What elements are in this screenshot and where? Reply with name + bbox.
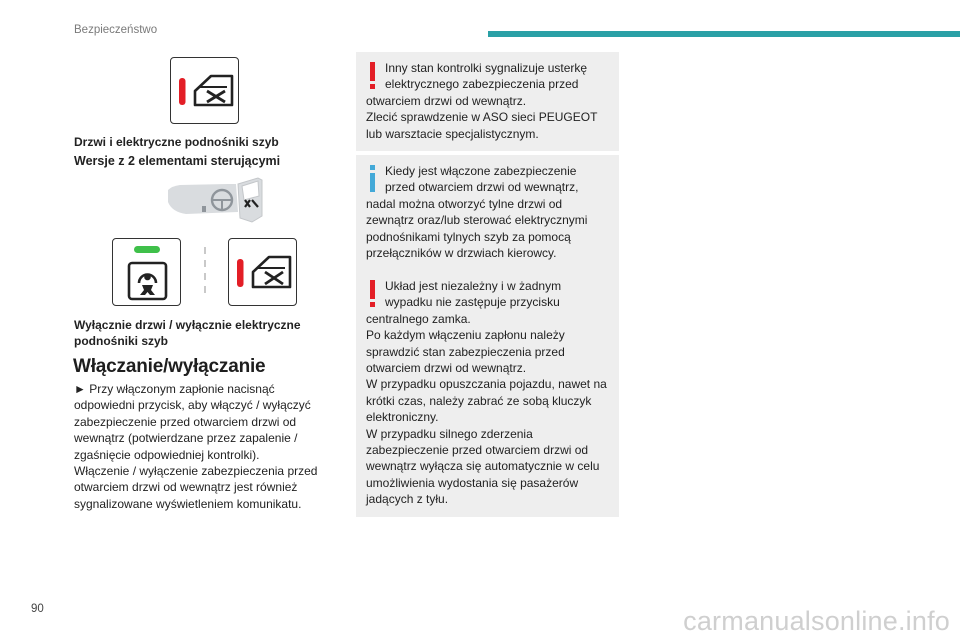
body-line: otwarciem drzwi od wewnątrz jest również: [74, 480, 298, 495]
note-line: wewnątrz wyłącza się automatycznie w celu: [366, 459, 600, 474]
window-lock-icon: [171, 58, 240, 125]
warning-note-central-lock: [356, 270, 619, 517]
note-line: sprawdzić stan zabezpieczenia przed: [366, 344, 565, 359]
note-line: elektrycznego zabezpieczenia przed: [385, 77, 579, 92]
separator-dash: [204, 286, 206, 293]
watermark: carmanualsonline.info: [683, 606, 950, 636]
figure-caption-doors-only-line-1: Wyłącznie drzwi / wyłącznie elektryczne: [74, 318, 301, 332]
note-line: Inny stan kontrolki sygnalizuje usterkę: [385, 61, 588, 75]
note-line: centralnego zamka.: [366, 311, 471, 326]
note-line: otwarciem drzwi od wewnątrz.: [366, 361, 527, 376]
warning-note-malfunction: [356, 52, 619, 151]
note-line: przełączników w drzwiach kierowcy.: [366, 246, 557, 261]
warning-exclamation-icon: [366, 278, 381, 310]
info-note-rear-doors: [356, 155, 619, 270]
note-line: elektroniczny.: [366, 410, 439, 425]
note-line: W przypadku opuszczania pojazdu, nawet na: [366, 377, 607, 392]
note-line: Po każdym włączeniu zapłonu należy: [366, 328, 565, 343]
red-led-indicator: [179, 78, 186, 105]
separator-dash: [204, 247, 206, 254]
note-line: umożliwienia wydostania się pasażerów: [366, 475, 579, 490]
red-led-indicator: [237, 259, 244, 287]
car-door-panel-icon: [166, 176, 266, 224]
note-line: przed otwarciem drzwi od wewnątrz,: [385, 180, 579, 195]
body-line: zgaśnięcie odpowiedniej kontrolki).: [74, 447, 260, 462]
body-line: zabezpieczenie przed otwarciem drzwi od: [74, 414, 297, 429]
note-line: Kiedy jest włączone zabezpieczenie: [385, 164, 577, 178]
child-lock-button-illustration: [112, 238, 181, 306]
body-line: sygnalizowane wyświetleniem komunikatu.: [74, 496, 302, 511]
note-line: nadal można otworzyć tylne drzwi od: [366, 196, 563, 211]
note-line: jadących z tyłu.: [366, 492, 449, 507]
body-line: Włączenie / wyłączenie zabezpieczenia przed: [74, 464, 318, 479]
figure-caption-doors-only-line-2: podnośniki szyb: [74, 334, 169, 348]
note-line: W przypadku silnego zderzenia: [366, 426, 533, 441]
note-line: otwarciem drzwi od wewnątrz.: [366, 93, 527, 108]
note-line: lub warsztacie specjalistycznym.: [366, 126, 539, 141]
note-line: krótki czas, należy zabrać ze sobą kluczyk: [366, 393, 592, 408]
note-line: zewnątrz oraz/lub sterować elektrycznymi: [366, 213, 588, 228]
note-line: zabezpieczenie przed otwarciem drzwi od: [366, 443, 589, 458]
note-line: podnośnikami tylnych szyb za pomocą: [366, 229, 571, 244]
note-line: wypadku nie zastępuje przycisku: [385, 295, 560, 310]
section-title: Bezpieczeństwo: [74, 24, 158, 36]
note-line: Układ jest niezależny i w żadnym: [385, 279, 562, 293]
separator-dash: [204, 273, 206, 280]
info-icon: [366, 163, 381, 195]
child-lock-icon: [113, 239, 182, 307]
figure-caption-two-controls: Wersje z 2 elementami sterującymi: [74, 154, 281, 168]
note-line: Zlecić sprawdzenie w ASO sieci PEUGEOT: [366, 110, 598, 125]
window-lock-button-illustration: [170, 57, 239, 124]
warning-exclamation-icon: [366, 60, 381, 92]
window-lock-button-illustration-2: [228, 238, 297, 306]
body-text: [74, 381, 336, 512]
green-led-indicator: [134, 246, 160, 253]
separator-dash: [204, 260, 206, 267]
figure-caption-doors-windows: Drzwi i elektryczne podnośniki szyb: [74, 135, 279, 149]
page-number: 90: [31, 603, 44, 615]
header-accent-bar: [488, 31, 960, 37]
section-heading: Włączanie/wyłączanie: [73, 356, 266, 377]
body-line: ► Przy włączonym zapłonie nacisnąć: [74, 382, 275, 396]
window-lock-icon: [229, 239, 298, 307]
car-door-illustration: [166, 176, 266, 229]
body-line: odpowiedni przycisk, aby włączyć / wyłączyć: [74, 398, 311, 413]
body-line: wewnątrz (potwierdzane przez zapalenie /: [74, 431, 298, 446]
